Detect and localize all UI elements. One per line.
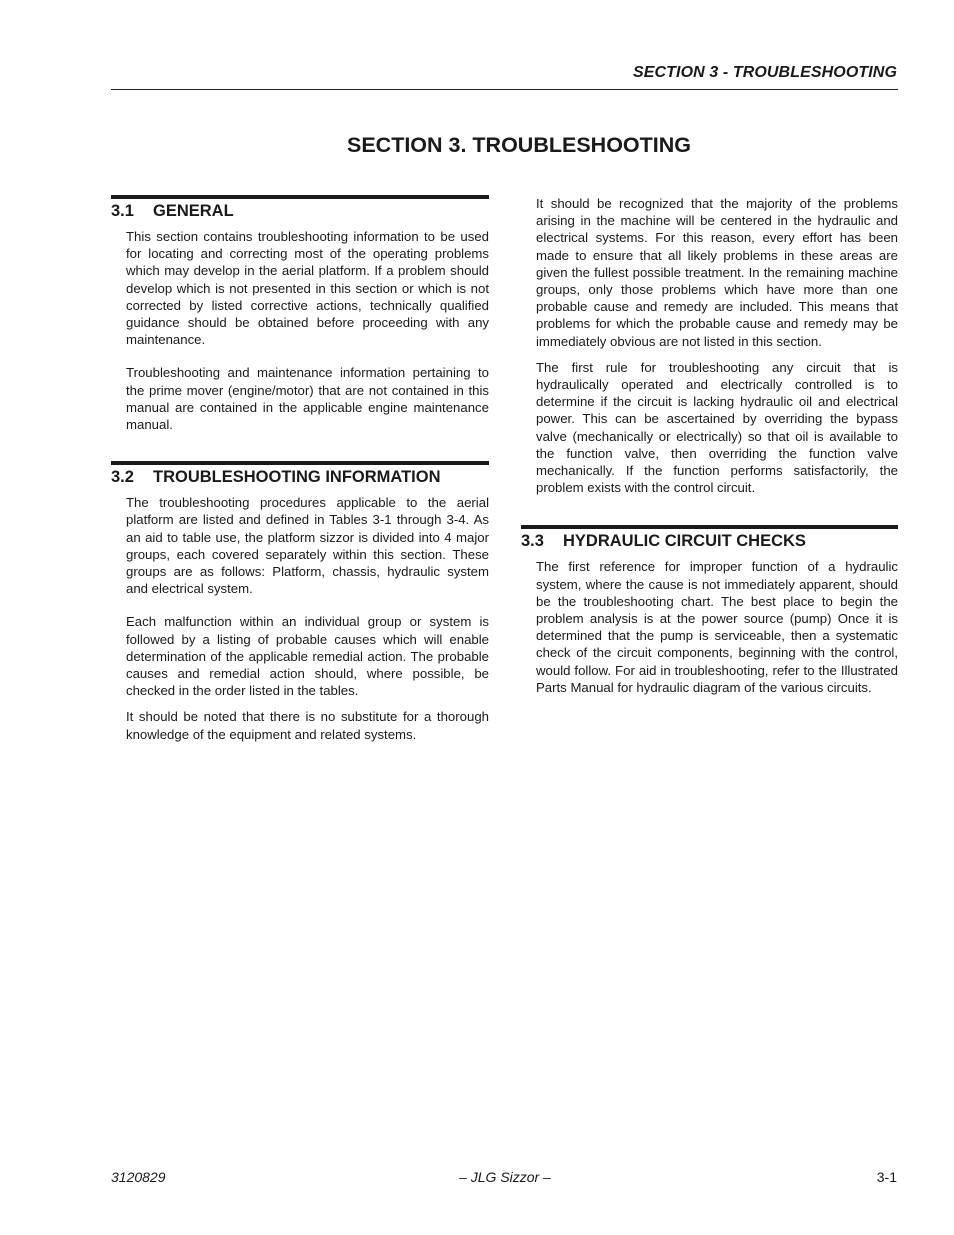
paragraph: It should be recognized that the majority of the problems arising in the machine will be centered in the hydraulic and electrical systems. For this reason, every effort has been made to ensure that all likely problems in these areas are given the fullest possible treatment. In the remaining machine groups, only those problems which have more than one probable cause and remedy are included. This means that problems for which the probable cause and remedy may be immediately obvious are not listed in this section.: [536, 196, 898, 349]
paragraph: The first reference for improper function of a hydraulic system, where the cause is not immediately apparent, should be the troubleshooting chart. The best place to begin the problem analysis is at the power source (pump) Once it is determined that the pump is serviceable, then a systematic check of the circuit components, beginning with the control, would follow. For aid in troubleshooting, refer to the Illustrated Parts Manual for hydraulic diagram of the various circuits.: [536, 559, 898, 695]
header-rule: [111, 89, 898, 90]
paragraph: It should be noted that there is no substitute for a thorough knowledge of the equipment and related systems.: [126, 709, 489, 742]
footer-page-number: 3-1: [876, 1169, 897, 1185]
section-heading-general: [111, 195, 489, 221]
section-number: 3.3: [521, 532, 544, 551]
paragraph: The troubleshooting procedures applicable to the aerial platform are listed and defined in Tables 3-1 through 3-4. As an aid to table use, the platform sizzor is divided into 4 major groups, each covered separately within this section. These groups are as follows: Platform, chassis, hydraulic system and electrical system.: [126, 495, 489, 597]
footer-doc-number: 3120829: [111, 1169, 166, 1185]
left-column: [111, 195, 489, 759]
page-title: SECTION 3. TROUBLESHOOTING: [346, 133, 692, 157]
section-number: 3.2: [111, 468, 134, 487]
right-column: [521, 195, 898, 712]
footer-title: – JLG Sizzor –: [459, 1169, 551, 1185]
section-number: 3.1: [111, 202, 134, 220]
section-troubleshooting-information: [111, 461, 489, 743]
section-intro-continued: [521, 195, 898, 496]
paragraph: Troubleshooting and maintenance information pertaining to the prime mover (engine/motor) that are not contained in this manual are contained in the applicable engine maintenance manual.: [126, 365, 489, 433]
section-title: HYDRAULIC CIRCUIT CHECKS: [563, 532, 806, 551]
section-title: TROUBLESHOOTING INFORMATION: [153, 468, 441, 487]
section-hydraulic-circuit-checks: [521, 525, 898, 696]
section-title: GENERAL: [153, 202, 234, 220]
paragraph: Each malfunction within an individual group or system is followed by a listing of probable causes which will enable determination of the applicable remedial action. The probable causes and remedial action should, where possible, be checked in the order listed in the tables.: [126, 614, 489, 699]
section-heading-troubleshooting-information: [111, 461, 489, 487]
paragraph: This section contains troubleshooting information to be used for locating and correcting most of the operating problems which may develop in the aerial platform. If a problem should develop which is not presented in this section or which is not corrected by listed corrective actions, technically qualified guidance should be obtained before proceeding with any maintenance.: [126, 229, 489, 348]
section-general: [111, 195, 489, 433]
section-heading-hydraulic-circuit-checks: [521, 525, 898, 551]
paragraph: The first rule for troubleshooting any circuit that is hydraulically operated and electrically controlled is to determine if the circuit is lacking hydraulic oil and electrical power. This can be ascertained by overriding the bypass valve (mechanically or electrically) so that oil is available to the function valve, then overriding the function valve mechanically. If the function performs satisfactorily, the problem exists with the control circuit.: [536, 359, 898, 496]
running-header: SECTION 3 - TROUBLESHOOTING: [632, 64, 897, 81]
